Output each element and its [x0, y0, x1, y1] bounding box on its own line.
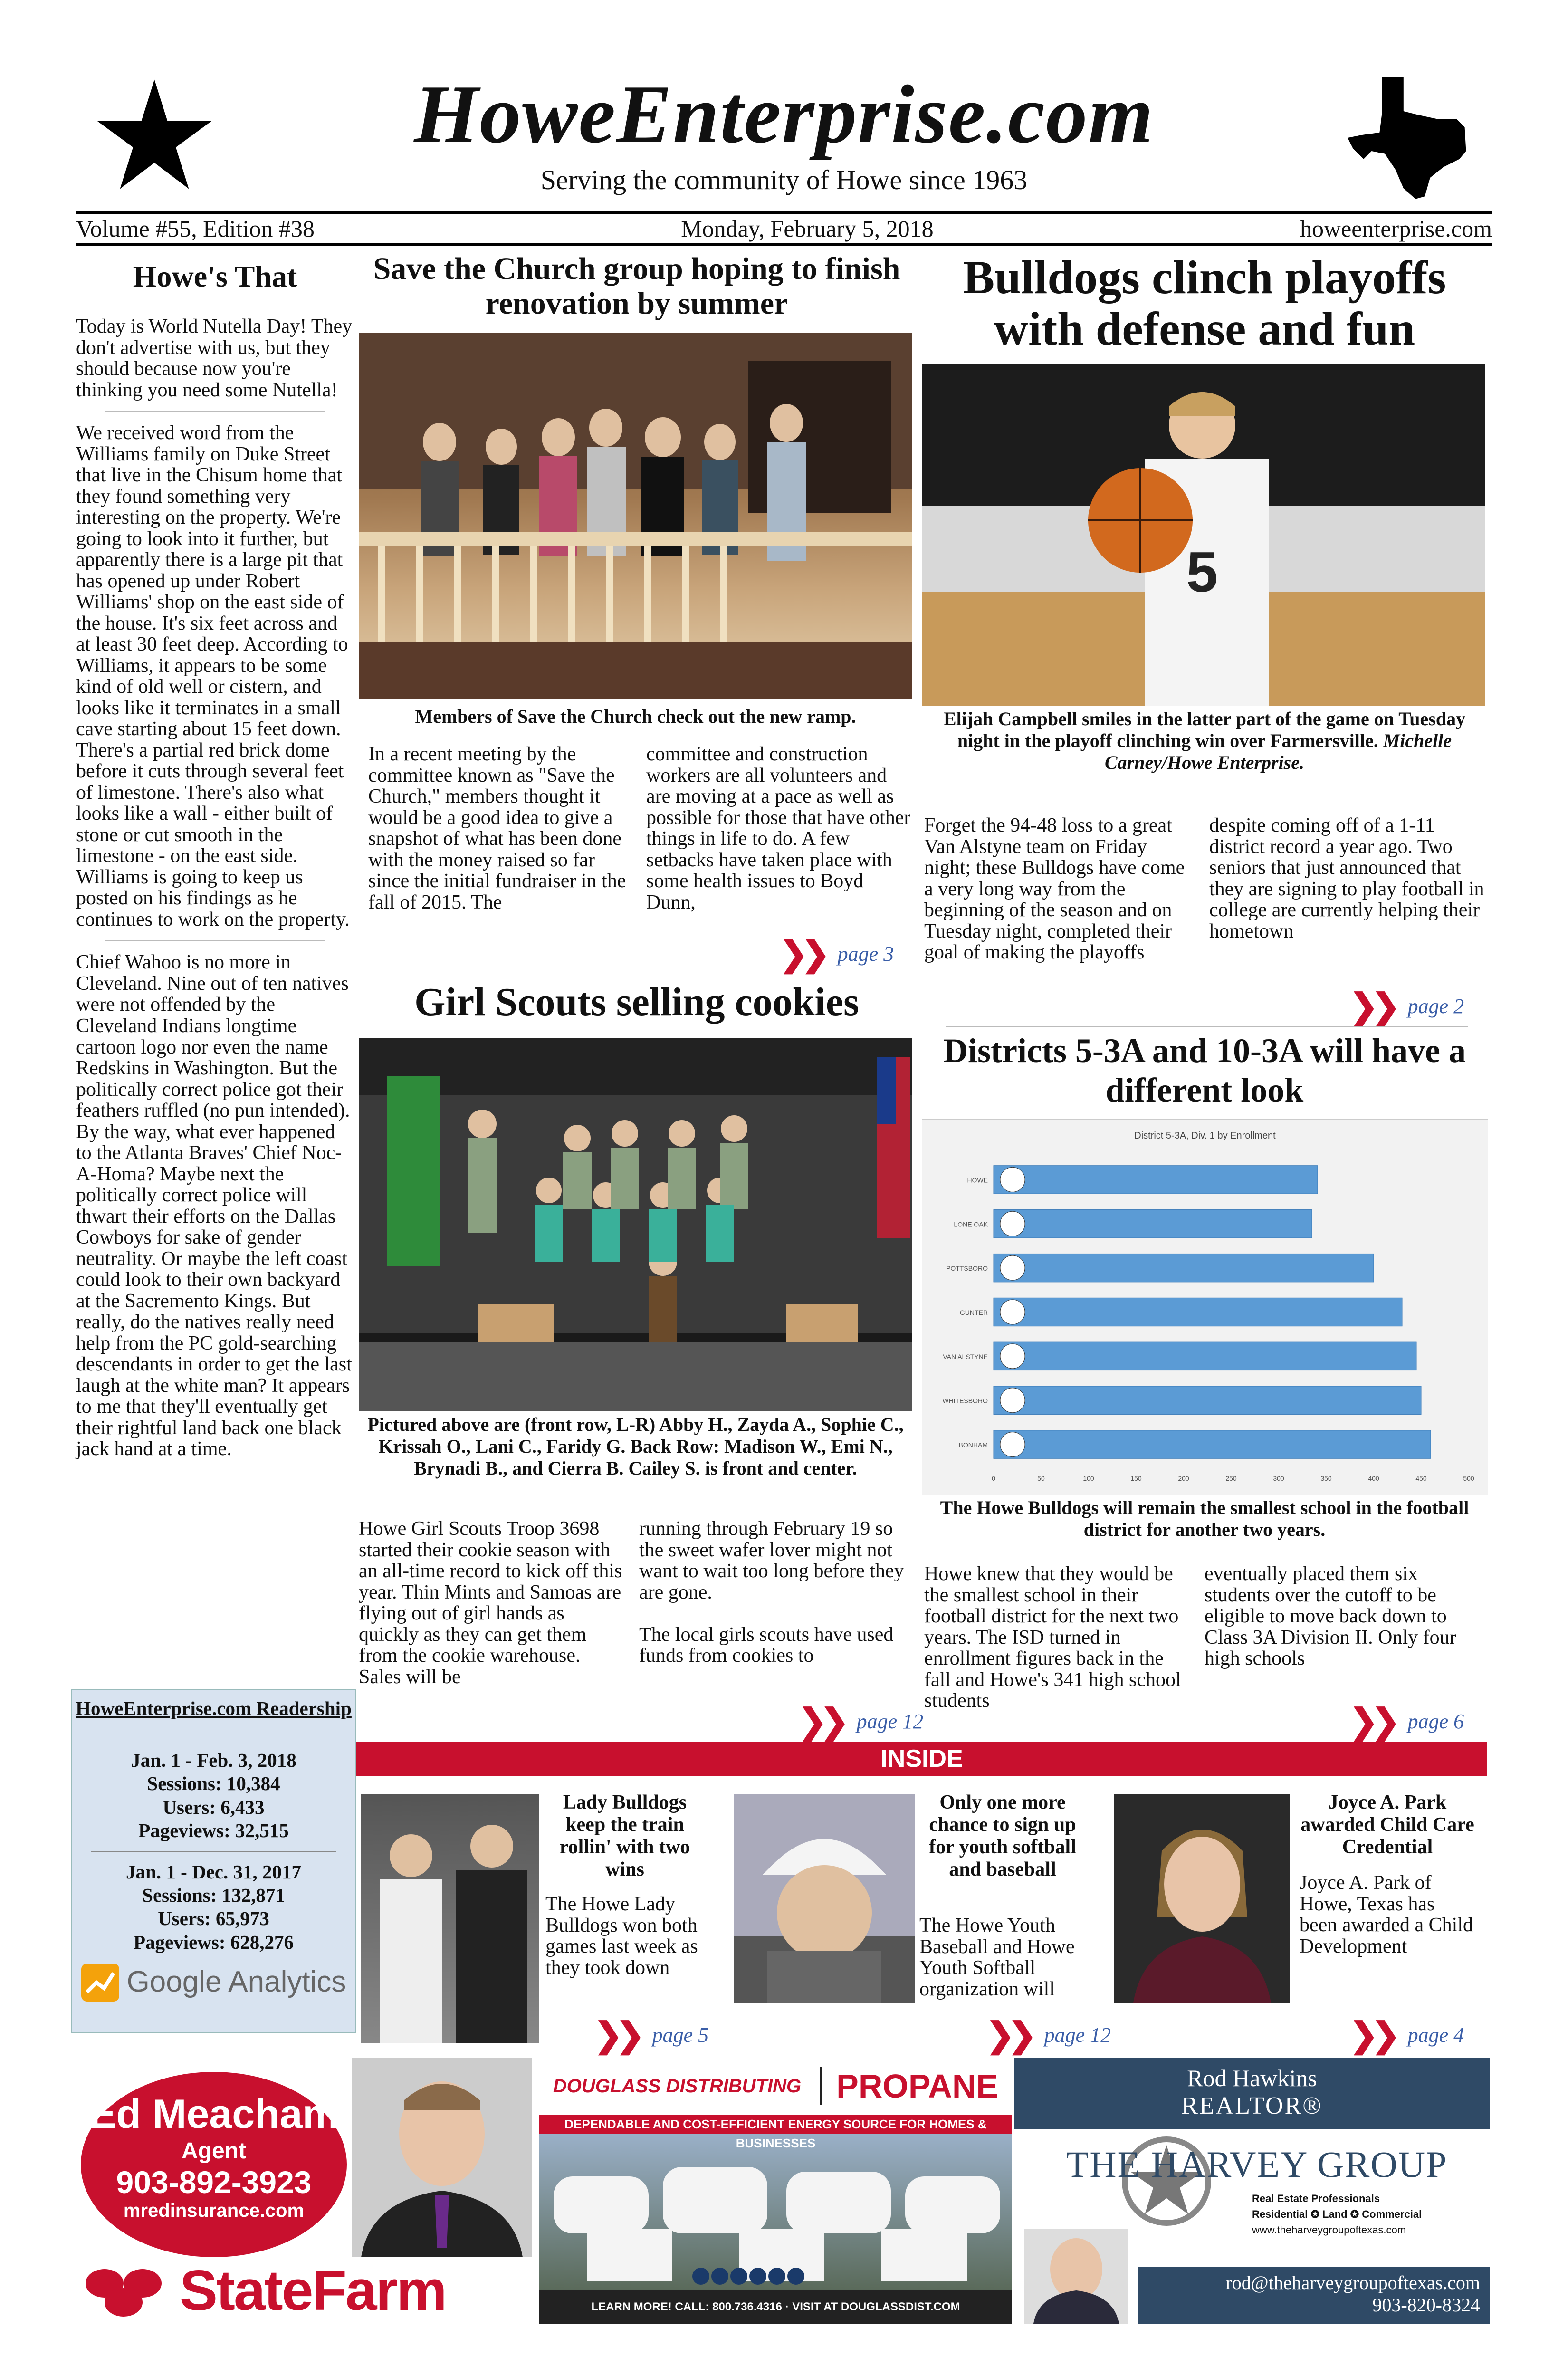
- realtor-contact: [1138, 2267, 1490, 2324]
- chart-tick-label: 150: [1130, 1475, 1142, 1482]
- dateline: [76, 215, 1492, 243]
- chart-category-label: WHITESBORO: [942, 1397, 988, 1405]
- chart-tick-label: 350: [1320, 1475, 1332, 1482]
- readership-title: HoweEnterprise.com Readership: [76, 1697, 352, 1719]
- issue-date: Monday, February 5, 2018: [681, 215, 934, 242]
- church-story-col2: committee and construction workers are all volunteers and are moving at a pace as well as possible for those that have other things in life to do. A few setbacks have taken place with some health issues to Boyd Dunn,: [646, 743, 911, 913]
- districts-caption: The Howe Bulldogs will remain the smallest school in the football district for another two years.: [940, 1497, 1469, 1540]
- chart-category-label: BONHAM: [958, 1441, 988, 1449]
- realtor-email[interactable]: rod@theharveygroupoftexas.com: [1225, 2272, 1480, 2293]
- photo-credit: Michelle Carney/Howe Enterprise.: [1104, 730, 1452, 773]
- realtor-name: Rod Hawkins: [1187, 2065, 1317, 2091]
- analytics-chart-icon: [81, 1964, 119, 2002]
- agent-portrait: [352, 2058, 532, 2257]
- agent-photo: [352, 2058, 532, 2257]
- chart-tick-label: 50: [1037, 1475, 1045, 1482]
- lady-bulldogs-illustration: [361, 1794, 539, 2043]
- chart-bar: [994, 1430, 1431, 1458]
- church-jump-link[interactable]: ❯❯ page 3: [779, 934, 894, 974]
- chart-category-label: LONE OAK: [954, 1220, 988, 1228]
- chart-tick-label: 0: [992, 1475, 995, 1482]
- masthead-subtitle: Serving the community of Howe since 1963: [540, 164, 1028, 195]
- school-mascot-icon: [1000, 1255, 1025, 1280]
- districts-story-col2: eventually placed them six students over the cutoff to be eligible to move back down to Class 3A Division II. Only four high schools: [1205, 1563, 1456, 1670]
- school-mascot-icon: [1000, 1344, 1025, 1369]
- district-chart-svg: [922, 1120, 1488, 1495]
- youth-baseball-jump-link[interactable]: ❯❯ page 12: [986, 2015, 1111, 2055]
- school-mascot-icon: [1000, 1211, 1025, 1236]
- youth-baseball-teaser: The Howe Youth Baseball and Howe Youth Softball organization will: [919, 1915, 1075, 2000]
- church-caption: Members of Save the Church check out the new ramp.: [415, 706, 856, 727]
- masthead-title: HoweEnterprise.com: [414, 68, 1154, 160]
- realtor-header: [1014, 2058, 1490, 2129]
- google-analytics-logo: Google Analytics: [72, 1964, 355, 2002]
- douglass-brand: DOUGLASS DISTRIBUTING: [553, 2075, 802, 2097]
- inside-banner: INSIDE: [356, 1742, 1487, 1776]
- readership-pageviews: Pageviews: 628,276: [133, 1931, 294, 1953]
- realtor-portrait: [1024, 2229, 1128, 2324]
- scouts-story-col2: running through February 19 so the sweet wafer lover might not want to wait too long before they are gone. The local girls scouts have used funds from cookies to: [639, 1518, 904, 1667]
- districts-jump-link[interactable]: ❯❯ page 6: [1349, 1701, 1464, 1742]
- school-mascot-icon: [1000, 1300, 1025, 1324]
- scouts-headline: Girl Scouts selling cookies: [414, 980, 859, 1024]
- bulldogs-story-col2: despite coming off of a 1-11 district record a year ago. Two seniors that just announced that they are signing to play football in college are currently helping their hometown: [1209, 814, 1484, 942]
- joyce-park-headline: Joyce A. Park awarded Child Care Credential: [1300, 1792, 1474, 1859]
- agent-role: Agent: [182, 2138, 246, 2164]
- realtor-services-line: Residential ✪ Land ✪ Commercial: [1252, 2208, 1422, 2220]
- readership-box: [71, 1689, 356, 2033]
- basketball-player-illustration: [922, 364, 1485, 706]
- chart-tick-label: 400: [1368, 1475, 1379, 1482]
- propane-label: PROPANE: [820, 2067, 998, 2105]
- readership-users: Users: 65,973: [158, 1907, 269, 1930]
- chevron-right-icon: ❯❯: [798, 1703, 842, 1741]
- douglass-tagline: DEPENDABLE AND COST-EFFICIENT ENERGY SOURCE FOR HOMES &: [539, 2115, 1012, 2134]
- bulldogs-caption: Elijah Campbell smiles in the latter part of the game on Tuesday night in the playoff clinching win over Farmersville. Michelle Carney/Howe Enterprise.: [943, 708, 1466, 773]
- joyce-park-photo: [1114, 1794, 1290, 2003]
- chart-tick-label: 200: [1178, 1475, 1189, 1482]
- texas-map-icon: [1340, 71, 1478, 204]
- chart-category-label: HOWE: [967, 1176, 988, 1184]
- school-mascot-icon: [1000, 1432, 1025, 1457]
- chart-category-label: VAN ALSTYNE: [943, 1352, 988, 1360]
- basketball-photo: [922, 364, 1485, 706]
- lady-bulldogs-photo: [361, 1794, 539, 2043]
- douglass-propane-ad[interactable]: [539, 2058, 1012, 2324]
- youth-baseball-photo: [734, 1794, 915, 2003]
- chart-tick-label: 300: [1273, 1475, 1284, 1482]
- joyce-park-illustration: [1114, 1794, 1290, 2003]
- realtor-title: REALTOR®: [1181, 2092, 1323, 2119]
- scouts-story-col1: Howe Girl Scouts Troop 3698 started their cookie season with an all-time record to kick off this year. Thin Mints and Samoas are flying out of girl hands as quickly as they can get them from the cookie warehouse. Sales will be: [359, 1518, 622, 1688]
- chart-category-label: GUNTER: [959, 1309, 988, 1316]
- douglass-header: [539, 2058, 1012, 2115]
- joyce-park-jump-link[interactable]: ❯❯ page 4: [1349, 2015, 1464, 2055]
- chevron-right-icon: ❯❯: [779, 935, 823, 973]
- state-farm-wordmark: StateFarm: [180, 2259, 446, 2322]
- chart-tick-label: 250: [1225, 1475, 1237, 1482]
- chevron-right-icon: ❯❯: [986, 2016, 1030, 2054]
- realtor-services-line: Real Estate Professionals: [1252, 2193, 1380, 2204]
- howes-that-item: Today is World Nutella Day! They don't advertise with us, but they should because now you're thinking you need some Nutella!: [76, 316, 353, 401]
- propane-trucks-photo: [539, 2134, 1012, 2290]
- girl-scouts-photo: [359, 1038, 912, 1411]
- youth-baseball-headline: Only one more chance to sign up for youth softball and baseball: [929, 1792, 1076, 1881]
- chart-bar: [994, 1342, 1416, 1370]
- chart-title: District 5-3A, Div. 1 by Enrollment: [1134, 1131, 1276, 1141]
- agent-oval: [81, 2072, 347, 2257]
- state-farm-logo: [76, 2259, 532, 2322]
- realtor-services: [1252, 2191, 1480, 2238]
- realtor-phone[interactable]: 903-820-8324: [1372, 2294, 1480, 2316]
- website-link[interactable]: howeenterprise.com: [1300, 215, 1492, 242]
- chart-bar: [994, 1210, 1312, 1238]
- lady-bulldogs-headline: Lady Bulldogs keep the train rollin' with two wins: [559, 1792, 690, 1881]
- harvey-group-name: THE HARVEY GROUP: [1066, 2144, 1448, 2185]
- chart-bar: [994, 1254, 1374, 1282]
- chevron-right-icon: ❯❯: [1349, 2016, 1394, 2054]
- chevron-right-icon: ❯❯: [1349, 1703, 1394, 1741]
- readership-pageviews: Pageviews: 32,515: [138, 1819, 289, 1841]
- chart-bar: [994, 1166, 1318, 1194]
- chart-category-label: POTTSBORO: [946, 1265, 988, 1273]
- district-enrollment-chart: [922, 1119, 1488, 1495]
- readership-range: Jan. 1 - Dec. 31, 2017: [126, 1860, 301, 1883]
- chart-tick-label: 450: [1415, 1475, 1427, 1482]
- readership-sessions: Sessions: 10,384: [147, 1772, 280, 1795]
- scouts-jump-link[interactable]: ❯❯ page 12: [798, 1701, 923, 1742]
- chart-tick-label: 100: [1083, 1475, 1094, 1482]
- chevron-right-icon: ❯❯: [594, 2016, 638, 2054]
- church-photo: [359, 333, 912, 699]
- realtor-website[interactable]: www.theharveygroupoftexas.com: [1252, 2224, 1406, 2236]
- agent-website[interactable]: mredinsurance.com: [123, 2200, 305, 2221]
- church-ramp-illustration: [359, 333, 912, 699]
- readership-users: Users: 6,433: [163, 1796, 265, 1818]
- chart-bar: [994, 1386, 1421, 1414]
- howes-that-column: [76, 316, 354, 1460]
- howes-that-heading: Howe's That: [133, 259, 297, 293]
- state-farm-ad[interactable]: [76, 2058, 535, 2324]
- howes-that-item: We received word from the Williams family on Duke Street that live in the Chisum home that they found something very interesting on the property. We're going to look into it further, but apparently there is a large pit that has opened up under Robert Williams' shop on the east side of the house. It's six feet across and at least 30 feet deep. According to Williams, it appears to be some kind of old well or cistern, and looks like it terminates in a small cave starting about 15 feet down. There's a partial red brick dome before it cuts through several feet of limestone. There's also what looks like a wall - either built of stone or cut smooth in the limestone - on the east side. Williams is going to keep us posted on his findings as he continues to work on the property.: [76, 422, 350, 930]
- lady-bulldogs-jump-link[interactable]: ❯❯ page 5: [594, 2015, 708, 2055]
- bulldogs-jump-link[interactable]: ❯❯ page 2: [1349, 986, 1464, 1026]
- scouts-caption: Pictured above are (front row, L-R) Abby H., Zayda A., Sophie C., Krissah O., Lani C., Faridy G. Back Row: Madison W., Emi N., Brynadi B., and Cierra B. Cailey S. is front and center.: [367, 1414, 904, 1479]
- school-mascot-icon: [1000, 1167, 1025, 1192]
- chart-bar: [994, 1298, 1402, 1326]
- districts-story-col1: Howe knew that they would be the smallest school in their football district for the next two years. The ISD turned in enrollment figures back in the fall and Howe's 341 high school students: [924, 1563, 1181, 1712]
- chevron-right-icon: ❯❯: [1349, 987, 1394, 1025]
- bulldogs-story-col1: Forget the 94-48 loss to a great Van Alstyne team on Friday night; these Bulldogs have come a very long way from the beginning of the season and on Tuesday night, completed their goal of making the playoffs: [924, 814, 1185, 964]
- volume-edition: Volume #55, Edition #38: [76, 215, 315, 242]
- bulldogs-headline: Bulldogs clinch playoffs with defense and fun: [963, 251, 1446, 355]
- chart-tick-label: 500: [1463, 1475, 1474, 1482]
- state-farm-ovals-icon: [76, 2262, 171, 2319]
- school-mascot-icon: [1000, 1388, 1025, 1413]
- districts-headline: Districts 5-3A and 10-3A will have a different look: [943, 1032, 1466, 1109]
- realtor-photo: [1024, 2229, 1128, 2324]
- harvey-group-ad[interactable]: [1014, 2058, 1490, 2324]
- joyce-park-teaser: Joyce A. Park of Howe, Texas has been awarded a Child Development: [1300, 1872, 1473, 1957]
- agent-phone[interactable]: 903-892-3923: [116, 2165, 312, 2200]
- agent-name: Ed Meacham: [89, 2091, 339, 2137]
- church-story-col1: In a recent meeting by the committee known as "Save the Church," members thought it would be a good idea to give a snapshot of what has been done with the money raised so far since the initial fundraiser in the fall of 2015. The: [368, 743, 626, 913]
- youth-baseball-illustration: [734, 1794, 915, 2003]
- lady-bulldogs-teaser: The Howe Lady Bulldogs won both games last week as they took down: [545, 1893, 698, 1979]
- howes-that-item: Chief Wahoo is no more in Cleveland. Nine out of ten natives were not offended by the Cleveland Indians longtime cartoon logo nor even the name Redskins in Washington. But the politically correct police got their feathers ruffled (no pun intended). By the way, what ever happened to the Atlanta Braves' Chief Noc-A-Homa? Maybe next the politically correct police will thwart their efforts on the Dallas Cowboys for sake of gender neutrality. Or maybe the left coast could look to their own backyard at the Sacremento Kings. But really, do the natives really need help from the PC gold-searching descendants in order to get the last laugh at the white man? It appears to me that they'll eventually get their rightful land back one black jack hand at a time.: [76, 951, 352, 1460]
- readership-range: Jan. 1 - Feb. 3, 2018: [131, 1749, 296, 1772]
- jersey-number: 5: [1186, 540, 1218, 604]
- girl-scouts-illustration: [359, 1038, 912, 1411]
- propane-trucks-illustration: [539, 2134, 1012, 2290]
- church-headline: Save the Church group hoping to finish renovation by summer: [373, 251, 900, 321]
- readership-sessions: Sessions: 132,871: [142, 1884, 285, 1907]
- douglass-footer[interactable]: LEARN MORE! CALL: 800.736.4316 · VISIT AT DOUGLASSDIST.COM: [539, 2290, 1012, 2324]
